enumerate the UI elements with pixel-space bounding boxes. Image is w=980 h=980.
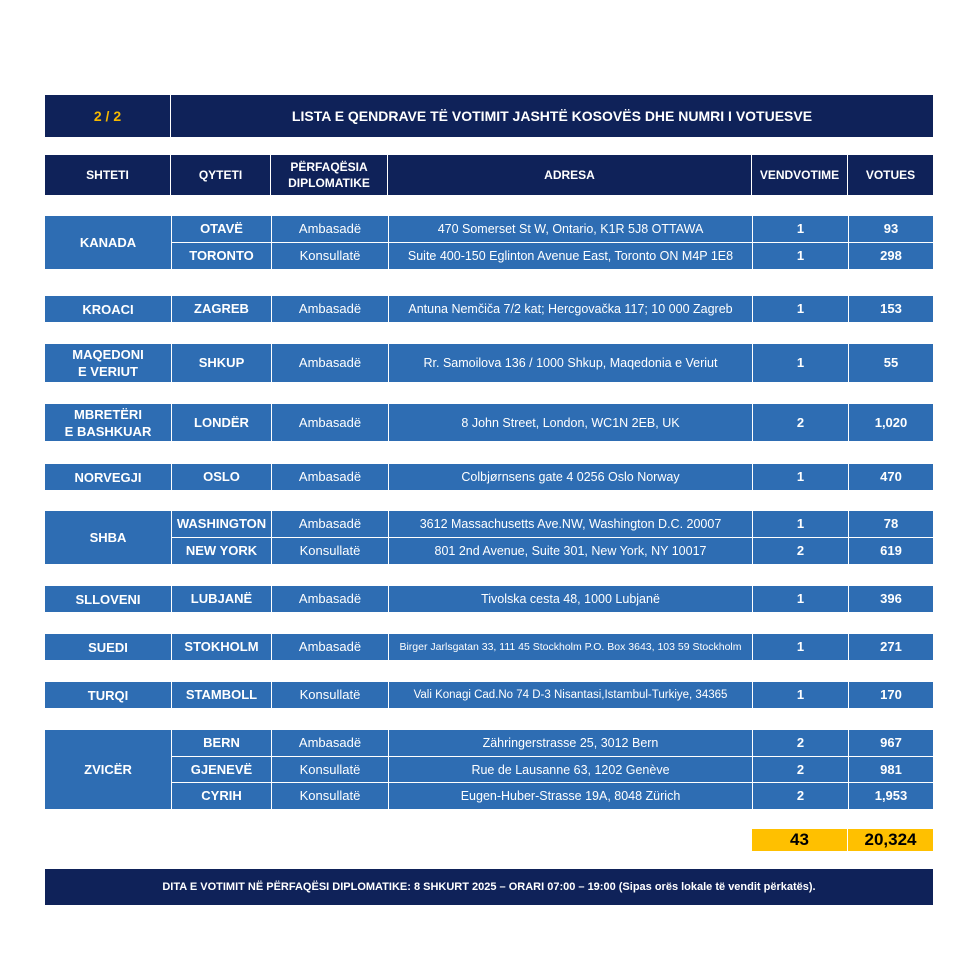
page-title: LISTA E QENDRAVE TË VOTIMIT JASHTË KOSOVËS DHE NUMRI I VOTUESVE — [291, 108, 813, 124]
header-voters: VOTUES — [865, 168, 916, 182]
venues: 1 — [753, 296, 848, 322]
mission: Konsullatë — [272, 783, 388, 809]
city: CYRIH — [172, 783, 271, 809]
address: Tivolska cesta 48, 1000 Lubjanë — [389, 586, 752, 612]
voters: 78 — [849, 511, 933, 537]
city: NEW YORK — [172, 538, 271, 564]
table-row — [172, 511, 933, 537]
mission: Ambasadë — [272, 216, 388, 242]
country-name-line2: E VERIUT — [78, 364, 138, 379]
country-group-slloveni — [45, 586, 933, 612]
voters: 298 — [849, 243, 933, 269]
country-name: SUEDI — [45, 634, 171, 660]
table-row — [172, 634, 933, 660]
header-mission — [271, 155, 388, 195]
page-indicator: 2 / 2 — [45, 95, 171, 137]
voters: 981 — [849, 757, 933, 783]
table-row — [172, 464, 933, 490]
country-name — [45, 404, 171, 441]
country-group-shba — [45, 511, 933, 564]
voters: 1,953 — [849, 783, 933, 809]
table-row — [172, 586, 933, 612]
address: Vali Konagi Cad.No 74 D-3 Nisantasi,Istambul-Turkiye, 34365 — [389, 682, 752, 708]
table-row — [172, 730, 933, 756]
country-name — [45, 344, 171, 382]
table-row — [172, 216, 933, 242]
city: WASHINGTON — [172, 511, 271, 537]
header-city: QYTETI — [171, 155, 271, 195]
country-group-mbreteri — [45, 404, 933, 441]
voters: 619 — [849, 538, 933, 564]
venues: 1 — [753, 243, 848, 269]
venues: 2 — [753, 730, 848, 756]
venues: 2 — [753, 538, 848, 564]
country-name: SLLOVENI — [45, 586, 171, 612]
address: Colbjørnsens gate 4 0256 Oslo Norway — [389, 464, 752, 490]
venues: 2 — [753, 783, 848, 809]
table-row — [172, 682, 933, 708]
venues: 2 — [753, 404, 848, 441]
header-country: SHTETI — [45, 155, 171, 195]
country-name-line1: MBRETËRI — [74, 406, 142, 422]
city: ZAGREB — [172, 296, 271, 322]
country-group-norvegji — [45, 464, 933, 490]
venues: 1 — [753, 586, 848, 612]
mission: Ambasadë — [272, 511, 388, 537]
table-row — [172, 243, 933, 269]
city: OSLO — [172, 464, 271, 490]
mission: Ambasadë — [272, 586, 388, 612]
footer-note: DITA E VOTIMIT NË PËRFAQËSI DIPLOMATIKE: 8 SHKURT 2025 – ORARI 07:00 – 19:00 (Sipas orës lokale të vendit përkatës). — [45, 869, 933, 905]
country-group-suedi — [45, 634, 933, 660]
country-name-line2: E BASHKUAR — [64, 423, 152, 439]
venues: 1 — [753, 464, 848, 490]
country-group-maqedoni — [45, 344, 933, 382]
city: OTAVË — [172, 216, 271, 242]
venues: 1 — [753, 511, 848, 537]
title-bar — [45, 95, 933, 137]
venues: 2 — [753, 757, 848, 783]
venues: 1 — [753, 682, 848, 708]
address: Rr. Samoilova 136 / 1000 Shkup, Maqedonia e Veriut — [389, 344, 752, 382]
total-voters: 20,324 — [848, 829, 933, 851]
address: Suite 400-150 Eglinton Avenue East, Toronto ON M4P 1E8 — [389, 243, 752, 269]
mission: Ambasadë — [272, 730, 388, 756]
address: Eugen-Huber-Strasse 19A, 8048 Zürich — [389, 783, 752, 809]
mission: Ambasadë — [272, 404, 388, 441]
header-venues: VENDVOTIME — [752, 155, 848, 195]
city: LONDËR — [172, 404, 271, 441]
voters: 170 — [849, 682, 933, 708]
totals-row — [752, 829, 933, 851]
country-group-kanada — [45, 216, 933, 269]
table-row — [172, 344, 933, 382]
voters: 396 — [849, 586, 933, 612]
voters: 470 — [849, 464, 933, 490]
country-group-zvicer — [45, 730, 933, 809]
country-name-line1: MAQEDONI — [72, 347, 144, 362]
country-name: KANADA — [45, 216, 171, 269]
country-group-turqi — [45, 682, 933, 708]
venues: 1 — [753, 216, 848, 242]
country-name: NORVEGJI — [45, 464, 171, 490]
city: BERN — [172, 730, 271, 756]
total-venues: 43 — [752, 829, 847, 851]
mission: Konsullatë — [272, 682, 388, 708]
table-row — [172, 757, 933, 783]
header-mission-line1: PËRFAQËSIA — [290, 160, 368, 174]
voters: 967 — [849, 730, 933, 756]
mission: Konsullatë — [272, 538, 388, 564]
address: 8 John Street, London, WC1N 2EB, UK — [389, 404, 752, 441]
country-group-kroaci — [45, 296, 933, 322]
voters: 271 — [849, 634, 933, 660]
table-row — [172, 783, 933, 809]
address: Rue de Lausanne 63, 1202 Genève — [389, 757, 752, 783]
country-name: TURQI — [45, 682, 171, 708]
address: 801 2nd Avenue, Suite 301, New York, NY 10017 — [389, 538, 752, 564]
table-row — [172, 538, 933, 564]
city: GJENEVË — [172, 757, 271, 783]
city: STOKHOLM — [172, 634, 271, 660]
table-row — [172, 404, 933, 441]
voters: 93 — [849, 216, 933, 242]
mission: Konsullatë — [272, 243, 388, 269]
address: Antuna Nemčiča 7/2 kat; Hercgovačka 117; 10 000 Zagreb — [389, 296, 752, 322]
city: LUBJANË — [172, 586, 271, 612]
country-name: ZVICËR — [45, 730, 171, 809]
address: Zähringerstrasse 25, 3012 Bern — [389, 730, 752, 756]
voters: 1,020 — [849, 404, 933, 441]
venues: 1 — [753, 634, 848, 660]
country-name: KROACI — [45, 296, 171, 322]
mission: Ambasadë — [272, 344, 388, 382]
mission: Ambasadë — [272, 464, 388, 490]
mission: Konsullatë — [272, 757, 388, 783]
address: 470 Somerset St W, Ontario, K1R 5J8 OTTAWA — [389, 216, 752, 242]
voters: 55 — [849, 344, 933, 382]
address: 3612 Massachusetts Ave.NW, Washington D.C. 20007 — [389, 511, 752, 537]
table-header — [45, 155, 933, 195]
city: TORONTO — [172, 243, 271, 269]
voters: 153 — [849, 296, 933, 322]
mission: Ambasadë — [272, 296, 388, 322]
header-mission-line2: DIPLOMATIKE — [288, 176, 370, 190]
header-address: ADRESA — [388, 155, 752, 195]
city: STAMBOLL — [172, 682, 271, 708]
city: SHKUP — [172, 344, 271, 382]
table-row — [172, 296, 933, 322]
country-name: SHBA — [45, 511, 171, 564]
address: Birger Jarlsgatan 33, 111 45 Stockholm P.O. Box 3643, 103 59 Stockholm — [389, 634, 752, 660]
venues: 1 — [753, 344, 848, 382]
mission: Ambasadë — [272, 634, 388, 660]
